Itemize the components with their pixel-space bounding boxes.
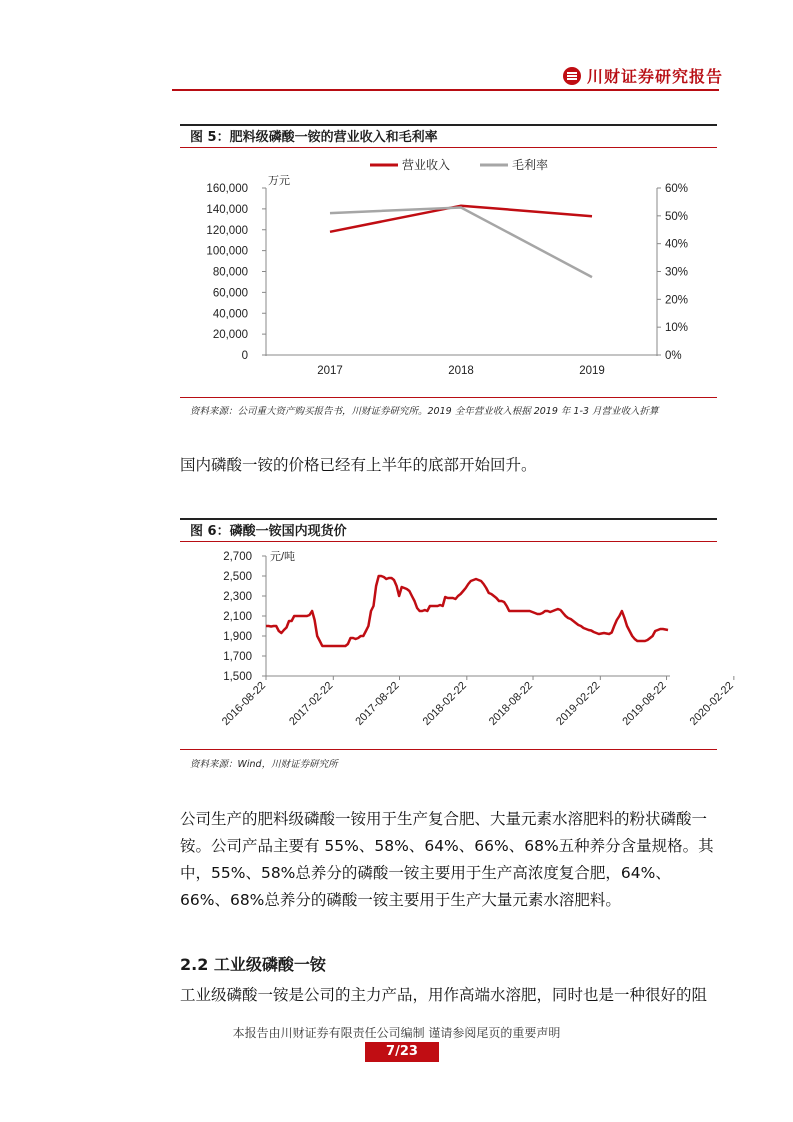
figure6-title: 图 6：磷酸一铵国内现货价 [180,518,717,542]
figure5-bottom-rule [180,397,717,398]
figure5-right-tick-label: 20% [665,294,689,307]
figure6-x-tick-label: 2018-02-22 [420,679,469,728]
figure5-left-tick-label: 20,000 [212,329,248,342]
figure5-right-tick-label: 10% [665,322,689,335]
paragraph-fertilizer-grade: 公司生产的肥料级磷酸一铵用于生产复合肥、大量元素水溶肥料的粉状磷酸一铵。公司产品主要有 55%、58%、64%、66%、68%五种养分含量规格。其中，55%、58%总养分的磷酸一铵主要用于生产高浓度复合肥，64%、66%、68%总养分的磷酸一铵主要用于生产大量元素水溶肥料。 [180,810,714,909]
header-rule [172,89,719,91]
figure6-chart [180,544,736,750]
page-number: 7/23 [365,1042,439,1062]
figure6-x-tick-label: 2019-02-22 [554,679,603,728]
figure5-x-tick-label: 2017 [317,365,343,377]
figure5-chart [180,150,720,396]
brand-name: 川财证券研究报告 [587,67,724,86]
figure6-y-tick-label: 2,500 [223,571,252,583]
figure5-left-tick-label: 140,000 [206,203,248,216]
figure5-x-tick-label: 2018 [448,365,474,377]
figure5-left-tick-label: 160,000 [206,183,248,195]
figure6-y-tick-label: 1,700 [223,651,252,663]
figure5-title: 图 5：肥料级磷酸一铵的营业收入和毛利率 [180,124,717,148]
figure5-series-line-2 [330,208,592,278]
paragraph-industrial-grade: 工业级磷酸一铵是公司的主力产品，用作高端水溶肥，同时也是一种很好的阻 [180,986,708,1004]
figure5-legend-label: 营业收入 [402,158,451,172]
figure5-left-tick-label: 100,000 [206,245,248,258]
brand-header [563,64,723,87]
figure6-y-tick-label: 1,900 [223,631,252,643]
figure6-bottom-rule [180,749,717,750]
figure6-x-tick-label: 2018-08-22 [486,679,536,728]
figure5-right-tick-label: 0% [665,350,682,362]
brand-logo-icon [563,67,581,85]
figure5-series-line-1 [330,206,592,232]
figure5-legend-label: 毛利率 [512,158,549,172]
figure5-right-tick-label: 50% [665,210,689,223]
figure5-right-tick-label: 30% [665,266,689,279]
figure6-x-tick-label: 2019-08-22 [620,679,669,728]
section-title-industrial-grade: 2.2 工业级磷酸一铵 [180,955,326,974]
figure6-price-line [266,576,668,646]
figure6-x-tick-label: 2017-08-22 [353,679,402,728]
figure5-left-tick-label: 80,000 [212,266,248,279]
figure5-right-tick-label: 60% [665,183,689,195]
figure6-x-tick-label: 2017-02-22 [287,679,336,728]
figure5-x-tick-label: 2019 [579,365,605,377]
figure5-left-unit: 万元 [268,175,290,187]
figure5-left-tick-label: 0 [241,350,248,362]
figure5-left-tick-label: 40,000 [212,308,248,321]
figure6-y-tick-label: 2,300 [223,591,252,603]
figure6-y-tick-label: 2,700 [223,551,252,563]
footer-disclaimer: 本报告由川财证券有限责任公司编制 谨请参阅尾页的重要声明 [232,1026,561,1040]
figure5-left-tick-label: 120,000 [206,224,248,237]
figure6-x-tick-label: 2020-02-22 [687,679,736,728]
figure6-unit: 元/吨 [270,551,296,563]
figure6-y-tick-label: 2,100 [223,611,252,623]
figure5-left-tick-label: 60,000 [212,287,248,300]
figure5-right-tick-label: 40% [665,238,689,251]
paragraph-price-rebound: 国内磷酸一铵的价格已经有上半年的底部开始回升。 [180,456,537,474]
figure6-y-tick-label: 1,500 [223,671,252,683]
figure6-x-tick-label: 2016-08-22 [219,679,269,728]
figure5-legend [370,157,548,172]
figure6-source: 资料来源：Wind，川财证券研究所 [190,759,338,770]
figure5-source: 资料来源：公司重大资产购买报告书，川财证券研究所。2019 全年营业收入根据 2019 年 1-3 月营业收入折算 [190,406,659,417]
